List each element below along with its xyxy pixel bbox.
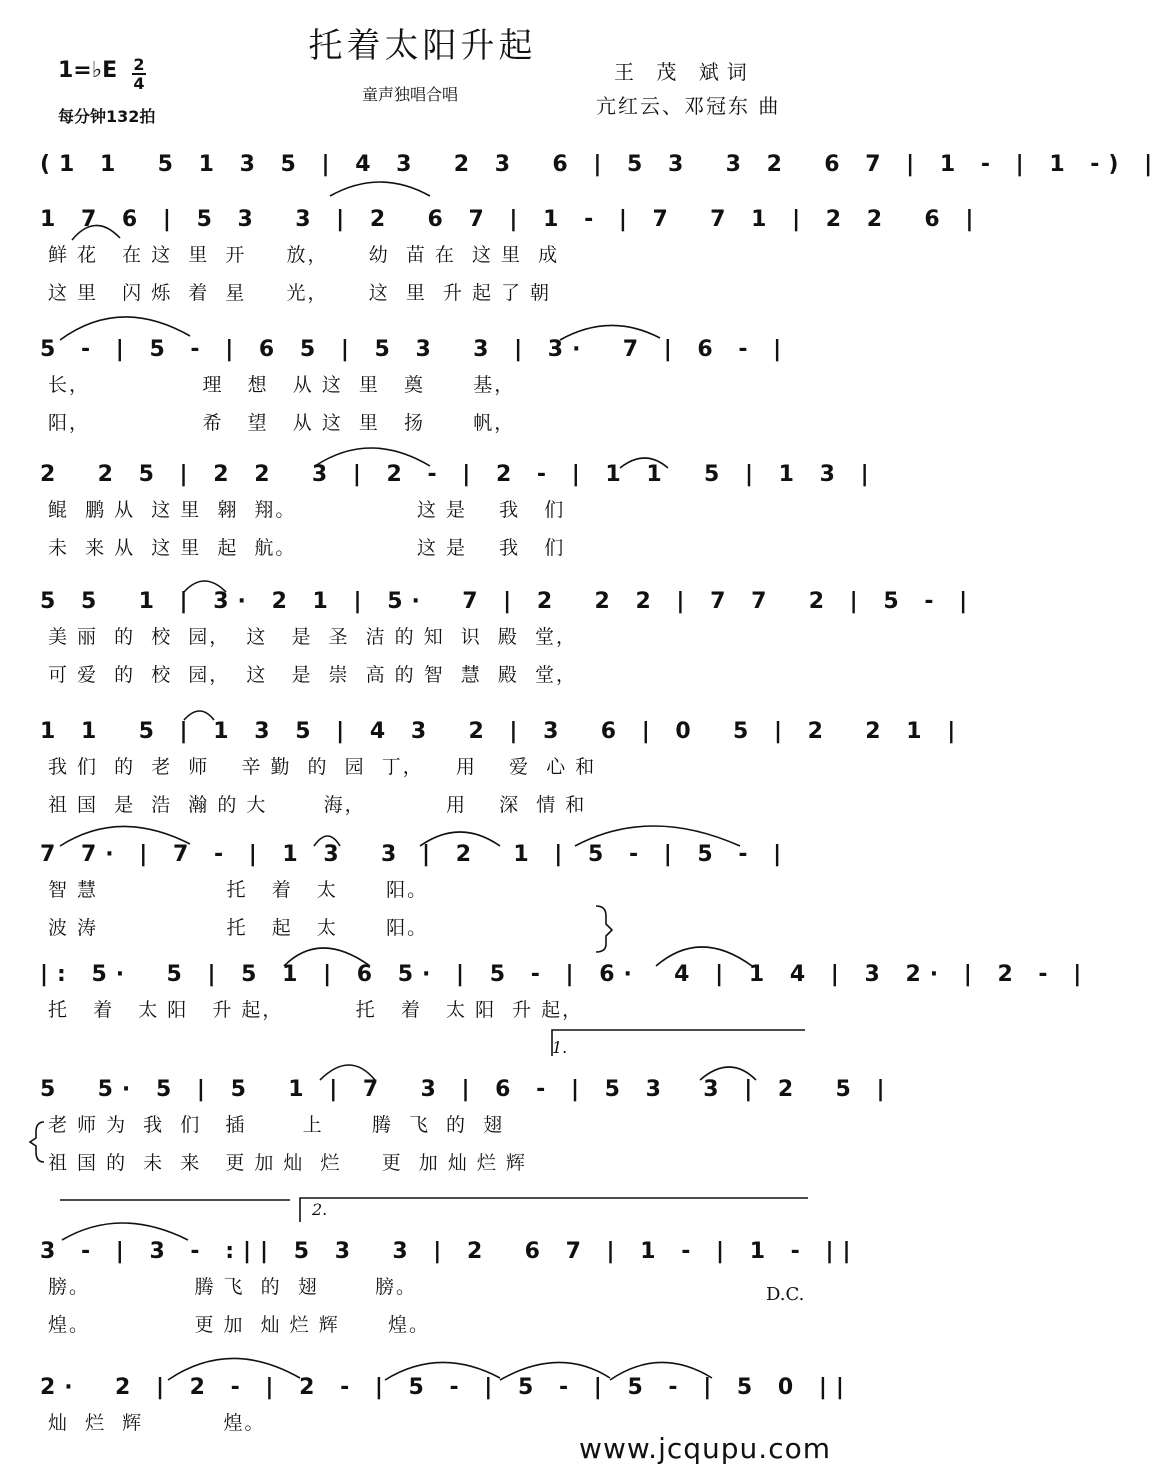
lyric-line: 未 来 从 这 里 起 航。 这 是 我 们 <box>48 537 566 559</box>
website-watermark: www.jcqupu.com <box>579 1432 831 1465</box>
time-signature-top: 2 <box>133 55 145 74</box>
notation-text: 2· 2 | 2 - | 2 - | 5 - | 5 - | 5 - | 5 0 || <box>40 1375 853 1400</box>
notation-row <box>40 835 810 875</box>
lyric-line: 波 涛 托 起 太 阳。 <box>48 917 429 939</box>
notation-row <box>40 1232 860 1272</box>
notation-row <box>40 1070 894 1110</box>
volta-first-ending: 1. <box>552 1038 568 1057</box>
tempo-marking: 每分钟132拍 <box>58 107 156 126</box>
da-capo-marking: D.C. <box>766 1284 805 1305</box>
notation-text: 5 5· 5 | 5 1 | 7 3 | 6 - | 5 3 3 | 2 5 | <box>40 1077 894 1102</box>
notation-text: (1 1 5 1 3 5 | 4 3 2 3 6 | 5 3 3 2 6 7 | 1 - | 1 -) | <box>40 152 1161 177</box>
time-signature <box>132 56 146 92</box>
bracket-brace <box>596 906 612 952</box>
notation-row <box>40 1368 853 1408</box>
lyric-line: 阳， 希 望 从 这 里 扬 帆， <box>48 412 516 434</box>
notation-row <box>40 145 1161 185</box>
lyric-line: 祖 国 是 浩 瀚 的 大 海， 用 深 情 和 <box>48 794 587 816</box>
notation-text: 3 - | 3 - :|| 5 3 3 | 2 6 7 | 1 - | 1 - || <box>40 1239 860 1264</box>
notation-row <box>40 582 977 622</box>
notation-text: 5 - | 5 - | 6 5 | 5 3 3 | 3· 7 | 6 - | <box>40 337 791 362</box>
key-signature: 1=♭E <box>58 58 118 83</box>
volta-bracket-2 <box>300 1198 808 1222</box>
lyric-line: 托 着 太 阳 升 起， 托 着 太 阳 升 起， <box>48 999 584 1021</box>
lyricist-credit: 王 茂 斌词 <box>614 60 755 84</box>
notation-text: 1 7 6 | 5 3 3 | 2 6 7 | 1 - | 7 7 1 | 2 2 6 | <box>40 207 983 232</box>
lyric-line: 可 爱 的 校 园， 这 是 崇 高 的 智 慧 殿 堂， <box>48 664 577 686</box>
lyric-line: 我 们 的 老 师 辛 勤 的 园 丁， 用 爱 心 和 <box>48 756 597 778</box>
lyric-line: 这 里 闪 烁 着 星 光， 这 里 升 起 了 朝 <box>48 282 552 304</box>
notation-row <box>40 330 810 370</box>
lyric-line: 智 慧 托 着 太 阳。 <box>48 879 429 901</box>
composer-credit: 亢红云、邓冠东 曲 <box>596 94 781 118</box>
lyric-line: 煌。 更 加 灿 烂 辉 煌。 <box>48 1314 430 1336</box>
notation-text: 7 7· | 7 - | 1 3 3 | 2 1 | 5 - | 5 - | <box>40 842 791 867</box>
verse-brace <box>30 1122 44 1162</box>
notation-text: |: 5· 5 | 5 1 | 6 5· | 5 - | 6· 4 | 1 4 | 3 2· | 2 - | <box>40 962 1091 987</box>
lyric-line: 膀。 腾 飞 的 翅 膀。 <box>48 1276 417 1298</box>
notation-row <box>40 712 965 752</box>
notation-row <box>40 955 1091 995</box>
lyric-line: 老 师 为 我 们 插 上 腾 飞 的 翅 <box>48 1114 505 1136</box>
lyric-line: 鲲 鹏 从 这 里 翱 翔。 这 是 我 们 <box>48 499 566 521</box>
lyric-line: 鲜 花 在 这 里 开 放， 幼 苗 在 这 里 成 <box>48 244 560 266</box>
volta-second-ending: 2. <box>312 1200 328 1219</box>
lyric-line: 灿 烂 辉 煌。 <box>48 1412 266 1434</box>
notation-row <box>40 200 983 240</box>
lyric-line: 长， 理 想 从 这 里 奠 基， <box>48 374 516 396</box>
lyric-line: 祖 国 的 未 来 更 加 灿 烂 更 加 灿 烂 辉 <box>48 1152 527 1174</box>
time-signature-bottom: 4 <box>133 74 145 93</box>
notation-text: 2 2 5 | 2 2 3 | 2 - | 2 - | 1 1 5 | 1 3 | <box>40 462 878 487</box>
song-title: 托着太阳升起 <box>308 26 537 66</box>
notation-text: 1 1 5 | 1 3 5 | 4 3 2 | 3 6 | 0 5 | 2 2 1 | <box>40 719 965 744</box>
lyric-line: 美 丽 的 校 园， 这 是 圣 洁 的 知 识 殿 堂， <box>48 626 577 648</box>
performance-style: 童声独唱合唱 <box>362 85 459 104</box>
notation-text: 5 5 1 | 3· 2 1 | 5· 7 | 2 2 2 | 7 7 2 | 5 - | <box>40 589 977 614</box>
notation-row <box>40 455 878 495</box>
volta-bracket-1 <box>552 1030 805 1056</box>
